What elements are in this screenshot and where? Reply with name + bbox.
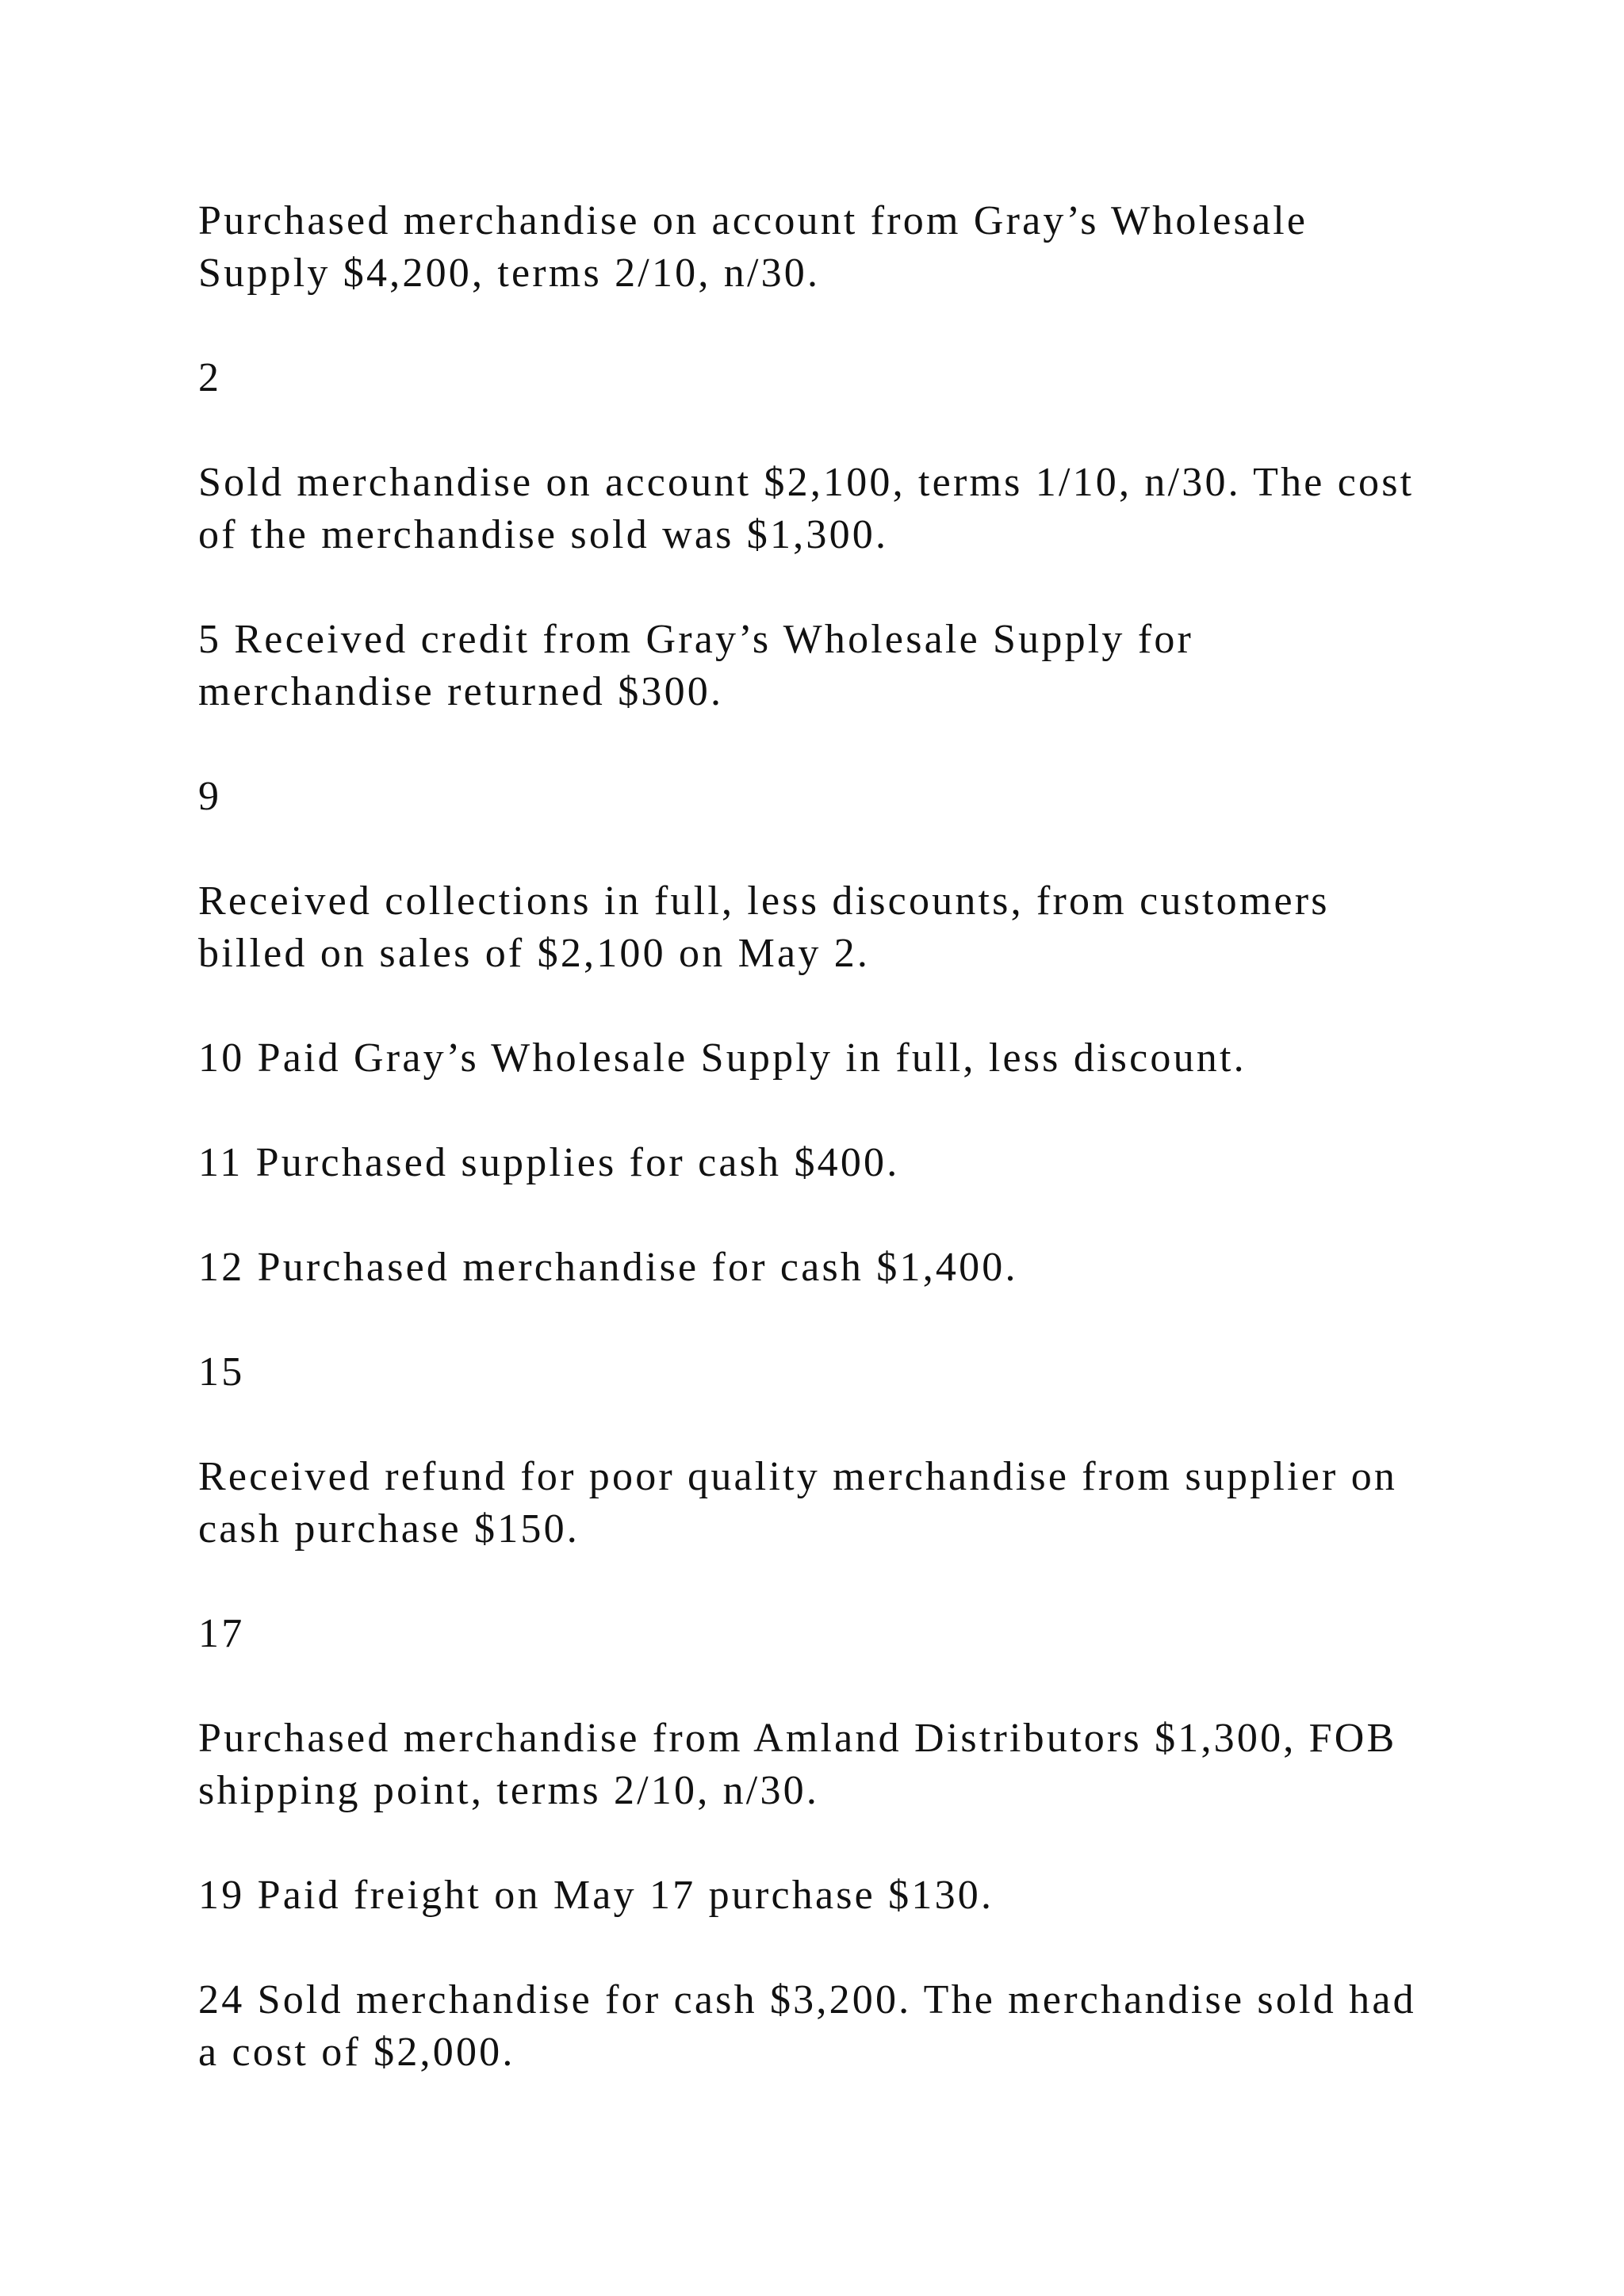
paragraph-received-credit: 5 Received credit from Gray’s Wholesale Supply for merchandise returned $300. xyxy=(198,617,1194,714)
paragraph-day-2: 2 xyxy=(198,355,222,400)
paragraph-day-17: 17 xyxy=(198,1611,245,1656)
paragraph-sold-on-account: Sold merchandise on account $2,100, terms 1/10, n/30. The cost of the merchandise sold was $1,300. xyxy=(198,460,1415,557)
paragraph-purchased-amland: Purchased merchandise from Amland Distributors $1,300, FOB shipping point, terms 2/10, n/30. xyxy=(198,1716,1397,1813)
paragraph-received-refund: Received refund for poor quality merchandise from supplier on cash purchase $150. xyxy=(198,1454,1398,1552)
paragraph-purchased-supplies: 11 Purchased supplies for cash $400. xyxy=(198,1140,900,1185)
paragraph-sold-for-cash: 24 Sold merchandise for cash $3,200. The merchandise sold had a cost of $2,000. xyxy=(198,1977,1416,2075)
paragraph-purchased-merchandise-cash: 12 Purchased merchandise for cash $1,400. xyxy=(198,1245,1018,1290)
paragraph-paid-freight: 19 Paid freight on May 17 purchase $130. xyxy=(198,1873,994,1918)
paragraph-day-9: 9 xyxy=(198,774,222,819)
paragraph-received-collections: Received collections in full, less discounts, from customers billed on sales of $2,100 on May 2. xyxy=(198,878,1330,976)
paragraph-day-15: 15 xyxy=(198,1349,245,1395)
paragraph-paid-grays: 10 Paid Gray’s Wholesale Supply in full, less discount. xyxy=(198,1035,1247,1081)
paragraph-purchase-grays: Purchased merchandise on account from Gray’s Wholesale Supply $4,200, terms 2/10, n/30. xyxy=(198,198,1308,296)
